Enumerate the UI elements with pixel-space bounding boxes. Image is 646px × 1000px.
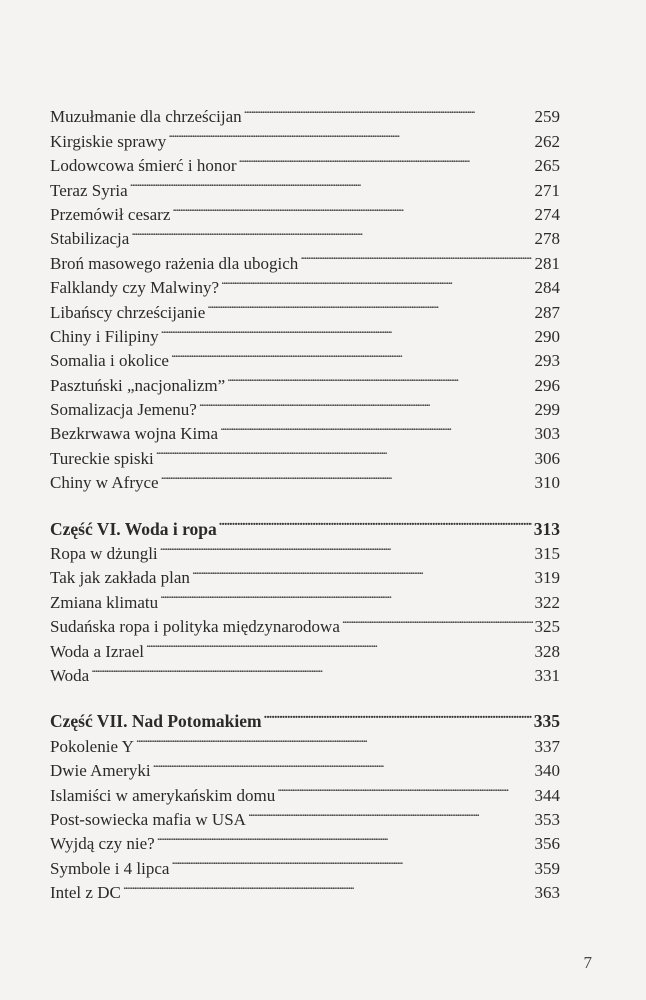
toc-entry-title: Falklandy czy Malwiny? [50,278,220,298]
toc-entry-title: Intel z DC [50,883,121,903]
dot-leader [168,122,532,146]
toc-entry-page: 322 [534,592,560,612]
dot-leader [300,244,532,268]
toc-entry-page: 287 [534,302,560,322]
toc-entry-page: 359 [534,858,560,878]
toc-entry-page: 299 [534,400,560,420]
table-of-contents [50,98,560,903]
toc-entry-title: Pokolenie Y [50,736,134,756]
toc-entry-title: Libańscy chrześcijanie [50,302,206,322]
toc-entry-page: 340 [534,761,560,781]
toc-entry-title: Muzułmanie dla chrześcijan [50,107,242,127]
toc-entry-page: 319 [534,568,560,588]
dot-leader [207,293,532,317]
toc-entry [50,98,560,127]
toc-entry-title: Przemówił cesarz [50,204,171,224]
toc-entry-title: Woda a Izrael [50,641,144,661]
dot-leader [238,147,532,171]
toc-entry-title: Symbole i 4 lipca [50,858,170,878]
part-page: 313 [533,518,560,539]
toc-entry-page: 296 [534,375,560,395]
toc-entry-page: 303 [534,424,560,444]
part-page: 335 [533,711,560,732]
dot-leader [130,171,533,195]
toc-entry-title: Zmiana klimatu [50,592,159,612]
dot-leader [342,608,533,632]
toc-entry-page: 262 [534,131,560,151]
toc-part-heading [50,510,560,539]
toc-entry-page: 271 [534,180,560,200]
dot-leader [171,849,532,873]
dot-leader [157,825,533,849]
toc-entry [50,874,560,903]
toc-entry-title: Wyjdą czy nie? [50,834,155,854]
toc-entry-title: Somalia i okolice [50,351,169,371]
dot-leader [219,510,532,534]
toc-entry-title: Post-sowiecka mafia w USA [50,809,246,829]
dot-leader [136,727,533,751]
part-title: Część VII. Nad Potomakiem [50,711,262,732]
page-number: 7 [583,953,592,972]
toc-entry-title: Ropa w dżungli [50,544,158,564]
toc-entry-page: 363 [534,883,560,903]
toc-entry [50,657,560,685]
dot-leader [221,269,532,293]
toc-entry-title: Somalizacja Jemenu? [50,400,197,420]
toc-entry-title: Pasztuński „nacjonalizm” [50,375,226,395]
dot-leader [227,366,532,390]
toc-entry-page: 284 [534,278,560,298]
dot-leader [172,196,532,220]
dot-leader [156,439,533,463]
toc-entry-page: 315 [534,544,560,564]
dot-leader [161,464,533,488]
dot-leader [161,318,533,342]
toc-entry-title: Woda [50,665,90,685]
toc-entry-page: 344 [534,785,560,805]
toc-entry-page: 278 [534,229,560,249]
toc-entry-page: 259 [534,107,560,127]
toc-entry-page: 353 [534,809,560,829]
toc-entry-page: 265 [534,156,560,176]
dot-leader [123,874,533,898]
toc-entry-title: Sudańska ropa i polityka międzynarodowa [50,617,340,637]
toc-entry-title: Bezkrwawa wojna Kima [50,424,219,444]
dot-leader [220,415,532,439]
dot-leader [146,632,533,656]
toc-entry-page: 331 [534,665,560,685]
toc-entry-page: 356 [534,834,560,854]
toc-entry-page: 306 [534,448,560,468]
toc-entry-title: Chiny i Filipiny [50,326,159,346]
dot-leader [131,220,532,244]
dot-leader [277,776,532,800]
dot-leader [160,535,533,559]
toc-entry-title: Lodowcowa śmierć i honor [50,156,237,176]
toc-entry-page: 281 [534,253,560,273]
section-gap [50,681,560,703]
toc-entry-title: Dwie Ameryki [50,761,151,781]
dot-leader [192,559,533,583]
toc-entry-title: Chiny w Afryce [50,473,159,493]
toc-entry-title: Stabilizacja [50,229,130,249]
dot-leader [199,391,533,415]
part-title: Część VI. Woda i ropa [50,518,217,539]
toc-entry-title: Teraz Syria [50,180,128,200]
toc-entry-title: Kirgiskie sprawy [50,131,167,151]
dot-leader [160,583,532,607]
toc-entry-title: Islamiści w amerykańskim domu [50,785,276,805]
dot-leader [153,752,533,776]
toc-entry-title: Broń masowego rażenia dla ubogich [50,253,299,273]
dot-leader [248,801,533,825]
toc-entry-page: 325 [534,617,560,637]
dot-leader [244,98,533,122]
toc-entry-page: 328 [534,641,560,661]
toc-entry-title: Tak jak zakłada plan [50,568,190,588]
toc-entry-page: 293 [534,351,560,371]
toc-entry-page: 290 [534,326,560,346]
toc-entry-page: 274 [534,204,560,224]
dot-leader [91,657,532,681]
dot-leader [264,703,532,727]
toc-part-heading [50,703,560,732]
toc-entry-title: Tureckie spiski [50,448,154,468]
dot-leader [171,342,533,366]
toc-entry-page: 337 [534,736,560,756]
toc-entry-page: 310 [534,473,560,493]
